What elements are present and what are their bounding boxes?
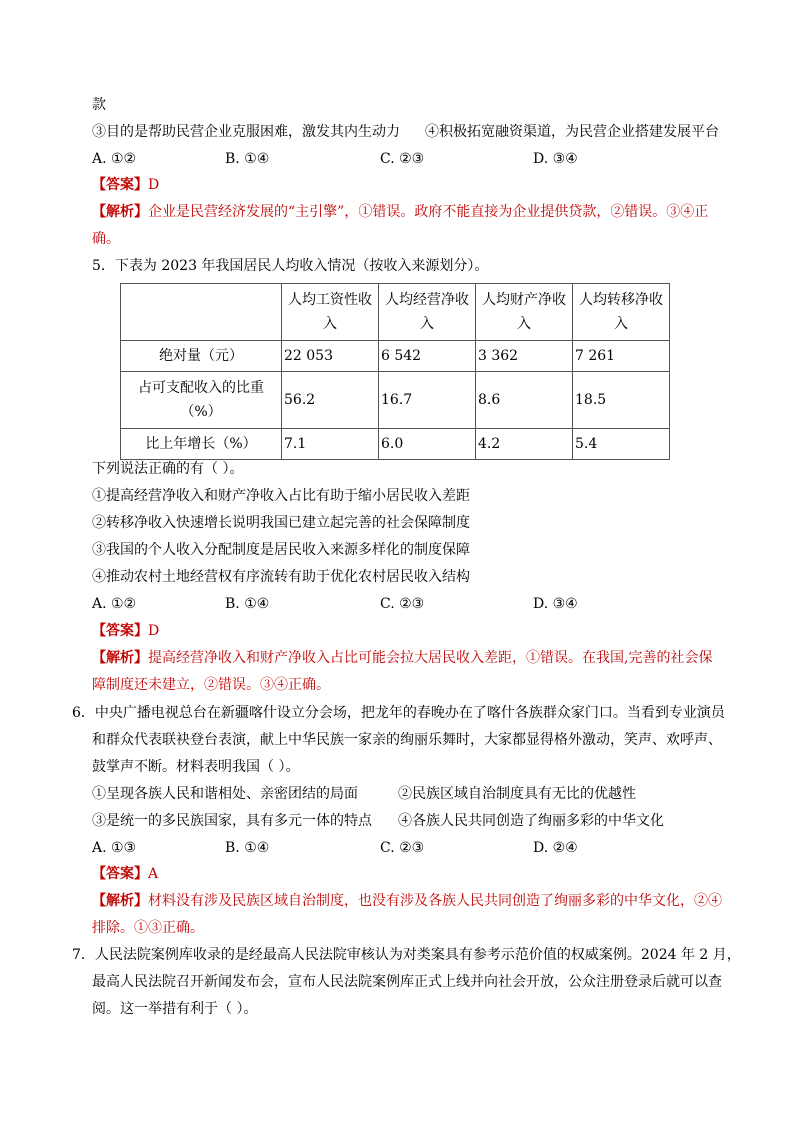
- q6-choice-d: D. ②④: [533, 840, 578, 856]
- q5-stem: 5．下表为 2023 年我国居民人均收入情况（按收入来源划分）。: [92, 258, 489, 274]
- analysis-label: 【解析】: [92, 893, 148, 909]
- q4-analysis-cont: 确。: [92, 231, 120, 247]
- q4-choice-d: D. ③④: [533, 151, 578, 167]
- table-cell: 4.2: [476, 429, 573, 460]
- q6-stem-cont: 鼓掌声不断。材料表明我国（ ）。: [92, 759, 300, 775]
- table-header: 人均工资性收入: [282, 284, 379, 341]
- table-cell: 3 362: [476, 341, 573, 372]
- q5-analysis: [92, 648, 712, 668]
- table-header: 人均经营净收入: [379, 284, 476, 341]
- analysis-text: 材料没有涉及民族区域自治制度，也没有涉及各族人民共同创造了绚丽多彩的中华文化，②④: [148, 893, 722, 909]
- row-label: 占可支配收入的比重（%）: [121, 372, 282, 429]
- q6-stem-cont: 和群众代表联袂登台表演，献上中华民族一家亲的绚丽乐舞时，大家都显得格外激动，笑声、欢呼声、: [92, 732, 722, 748]
- answer-label: 【答案】: [92, 623, 148, 639]
- table-header: 人均财产净收入: [476, 284, 573, 341]
- q6-option-1: ①呈现各族人民和谐相处、亲密团结的局面: [92, 786, 358, 802]
- answer-label: 【答案】: [92, 177, 148, 193]
- q6-analysis-cont: 排除。①③正确。: [92, 920, 204, 936]
- table-cell: 5.4: [573, 429, 670, 460]
- table-header-empty: [121, 284, 282, 341]
- analysis-label: 【解析】: [92, 204, 148, 220]
- q6-choice-b: B. ①④: [225, 840, 270, 856]
- table-header: 人均转移净收入: [573, 284, 670, 341]
- q4-answer: [92, 175, 159, 195]
- q7-stem-cont: 最高人民法院召开新闻发布会，宣布人民法院案例库正式上线并向社会开放，公众注册登录后就可以查: [92, 974, 722, 990]
- q5-item-2: ②转移净收入快速增长说明我国已建立起完善的社会保障制度: [92, 515, 470, 531]
- q5-answer: [92, 621, 159, 641]
- q5-analysis-cont: 障制度还未建立，②错误。③④正确。: [92, 677, 330, 693]
- answer-value: D: [148, 623, 160, 639]
- table-cell: 6.0: [379, 429, 476, 460]
- q5-choice-d: D. ③④: [533, 596, 578, 612]
- table-cell: 56.2: [282, 372, 379, 429]
- q6-option-3: ③是统一的多民族国家，具有多元一体的特点: [92, 813, 372, 829]
- q4-choice-a: A. ①②: [92, 151, 137, 167]
- answer-value: A: [148, 866, 159, 882]
- income-table: [120, 283, 670, 460]
- table-cell: 6 542: [379, 341, 476, 372]
- q4-choice-b: B. ①④: [225, 151, 270, 167]
- table-cell: 16.7: [379, 372, 476, 429]
- q6-choice-a: A. ①③: [92, 840, 137, 856]
- q6-option-4: ④各族人民共同创造了绚丽多彩的中华文化: [398, 813, 664, 829]
- answer-label: 【答案】: [92, 866, 148, 882]
- table-cell: 7 261: [573, 341, 670, 372]
- q6-analysis: [92, 891, 722, 911]
- q5-item-3: ③我国的个人收入分配制度是居民收入来源多样化的制度保障: [92, 542, 470, 558]
- table-cell: 22 053: [282, 341, 379, 372]
- q5-choice-a: A. ①②: [92, 596, 137, 612]
- q6-stem: 6．中央广播电视总台在新疆喀什设立分会场，把龙年的春晚办在了喀什各族群众家门口。当看到专业演员: [72, 705, 725, 721]
- table-cell: 8.6: [476, 372, 573, 429]
- q4-option-4: ④积极拓宽融资渠道，为民营企业搭建发展平台: [425, 124, 719, 140]
- answer-value: D: [148, 177, 160, 193]
- q6-answer: [92, 864, 158, 884]
- row-label: 比上年增长（%）: [121, 429, 282, 460]
- q5-choice-b: B. ①④: [225, 596, 270, 612]
- row-label: 绝对量（元）: [121, 341, 282, 372]
- q4-option-3: ③目的是帮助民营企业克服困难，激发其内生动力: [92, 124, 400, 140]
- analysis-text: 提高经营净收入和财产净收入占比可能会拉大居民收入差距，①错误。在我国,完善的社会保: [148, 650, 713, 666]
- q7-stem-cont: 阅。这一举措有利于（ ）。: [92, 1001, 258, 1017]
- q7-stem: 7．人民法院案例库收录的是经最高人民法院审核认为对类案具有参考示范价值的权威案例。2024 年 2 月，: [72, 947, 741, 963]
- analysis-label: 【解析】: [92, 650, 148, 666]
- q5-question: 下列说法正确的有（ ）。: [92, 461, 244, 477]
- q5-item-4: ④推动农村土地经营权有序流转有助于优化农村居民收入结构: [92, 569, 470, 585]
- q4-stem-continuation: 款: [92, 97, 106, 113]
- table-cell: 7.1: [282, 429, 379, 460]
- q4-analysis: [92, 202, 708, 222]
- q4-choice-c: C. ②③: [380, 151, 425, 167]
- q5-choice-c: C. ②③: [380, 596, 425, 612]
- table-cell: 18.5: [573, 372, 670, 429]
- analysis-text: 企业是民营经济发展的“主引擎”，①错误。政府不能直接为企业提供贷款，②错误。③④正: [148, 204, 709, 220]
- q6-choice-c: C. ②③: [380, 840, 425, 856]
- q6-option-2: ②民族区域自治制度具有无比的优越性: [398, 786, 636, 802]
- q5-item-1: ①提高经营净收入和财产净收入占比有助于缩小居民收入差距: [92, 488, 470, 504]
